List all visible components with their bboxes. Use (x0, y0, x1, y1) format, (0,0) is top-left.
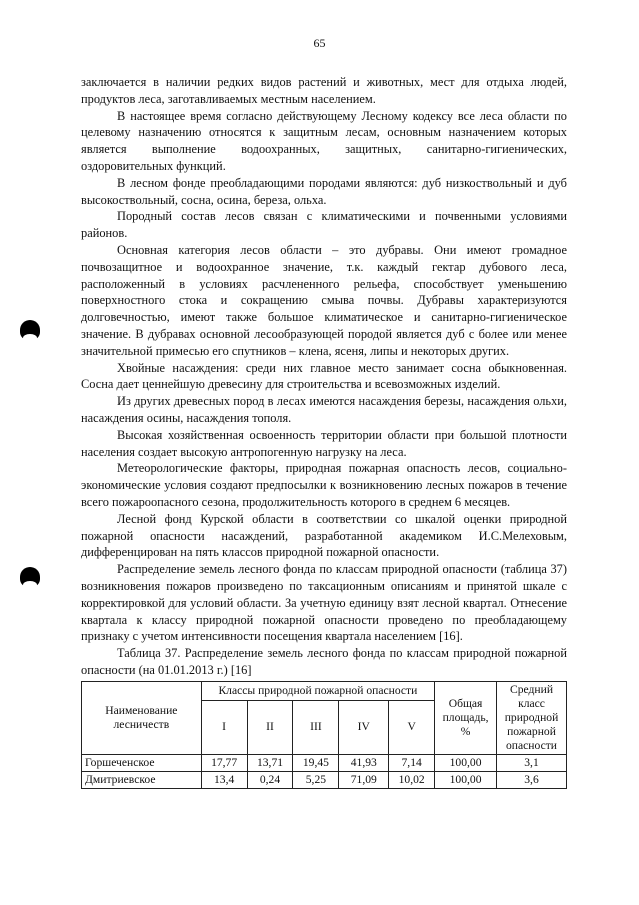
paragraph: В лесном фонде преобладающими породами являются: дуб низкоствольный и дуб высокоствольный, сосна, осина, береза, ольха. (81, 175, 567, 207)
cell-class-3: 19,45 (293, 754, 339, 771)
cell-class-1: 13,4 (201, 771, 247, 788)
header-classes-group: Классы природной пожарной опасности (201, 681, 434, 700)
cell-class-4: 71,09 (339, 771, 389, 788)
header-class-4: IV (339, 700, 389, 754)
header-class-1: I (201, 700, 247, 754)
paragraph: Породный состав лесов связан с климатическими и почвенными условиями районов. (81, 209, 567, 241)
cell-avg: 3,6 (497, 771, 567, 788)
cell-avg: 3,1 (497, 754, 567, 771)
paragraph: Хвойные насаждения: среди них главное место занимает сосна обыкновенная. Сосна дает ценнейшую древесину для строительства и всевозможных изделий. (81, 360, 567, 392)
paragraph: Распределение земель лесного фонда по классам природной опасности (таблица 37) возникновения пожаров произведено по таксационным описаниям и принятой шкале с корректировкой для условий области. За учетную единицу взят лесной квартал. Отнесение квартала к классу природной пожарной опасности проведено по преобладающему признаку с учетом интенсивности посещения квартала населением [16]. (81, 562, 567, 644)
paragraph: Лесной фонд Курской области в соответствии со шкалой оценки природной пожарной опасности насаждений, разработанной академиком И.С.Мелеховым, дифференцирован на пять классов природной пожарной опасности. (81, 511, 567, 560)
cell-class-4: 41,93 (339, 754, 389, 771)
punch-hole-mark (20, 320, 40, 340)
paragraph: Из других древесных пород в лесах имеются насаждения березы, насаждения ольхи, насаждения осины, насаждения тополя. (81, 394, 567, 425)
table-row (82, 754, 567, 771)
header-name: Наименование лесничеств (82, 681, 202, 754)
fire-danger-table (81, 681, 567, 789)
table-row (82, 771, 567, 788)
paragraph: Высокая хозяйственная освоенность территории области при большой плотности населения создает высокую антропогенную нагрузку на леса. (81, 427, 567, 459)
header-avg: Средний класс природной пожарной опасности (497, 681, 567, 754)
header-class-2: II (247, 700, 293, 754)
paragraph: заключается в наличии редких видов растений и животных, мест для отдыха людей, продуктов леса, заготавливаемых местным населением. (81, 75, 567, 106)
cell-class-1: 17,77 (201, 754, 247, 771)
header-class-3: III (293, 700, 339, 754)
cell-class-5: 7,14 (389, 754, 435, 771)
cell-class-2: 0,24 (247, 771, 293, 788)
paragraph: В настоящее время согласно действующему Лесному кодексу все леса области по целевому назначению относятся к защитным лесам, основным назначением которых является выполнение водоохранных, защитных, санитарно-гигиенических, оздоровительных функций. (81, 108, 567, 173)
paragraph: Метеорологические факторы, природная пожарная опасность лесов, социально-экономические условия создают предпосылки к возникновению лесных пожаров в течение всего пожароопасного сезона, продолжительность которого в среднем 6 месяцев. (81, 461, 567, 509)
cell-class-3: 5,25 (293, 771, 339, 788)
page-number: 65 (313, 36, 326, 50)
cell-name: Горшеченское (82, 754, 202, 771)
punch-hole-mark (20, 567, 40, 587)
document-body (81, 74, 567, 789)
header-total: Общая площадь, % (435, 681, 497, 754)
cell-total: 100,00 (435, 771, 497, 788)
table-caption: Таблица 37. Распределение земель лесного фонда по классам природной пожарной опасности (на 01.01.2013 г.) [16] (81, 646, 567, 677)
cell-total: 100,00 (435, 754, 497, 771)
cell-name: Дмитриевское (82, 771, 202, 788)
cell-class-5: 10,02 (389, 771, 435, 788)
paragraph: Основная категория лесов области – это дубравы. Они имеют громадное почвозащитное и водоохранное значение, т.к. каждый гектар дубового леса, расположенный в условиях расчлененного рельефа, способствует уменьшению поверхностного стока и сокращению смыва почвы. Дубравы характеризуются долговечностью, имеют также большое климатическое и санитарно-гигиеническое значение. В дубравах основной лесообразующей породой является дуб с более или менее значительной примесью его спутников – клена, ясеня, липы и некоторых других. (81, 242, 567, 358)
cell-class-2: 13,71 (247, 754, 293, 771)
header-class-5: V (389, 700, 435, 754)
